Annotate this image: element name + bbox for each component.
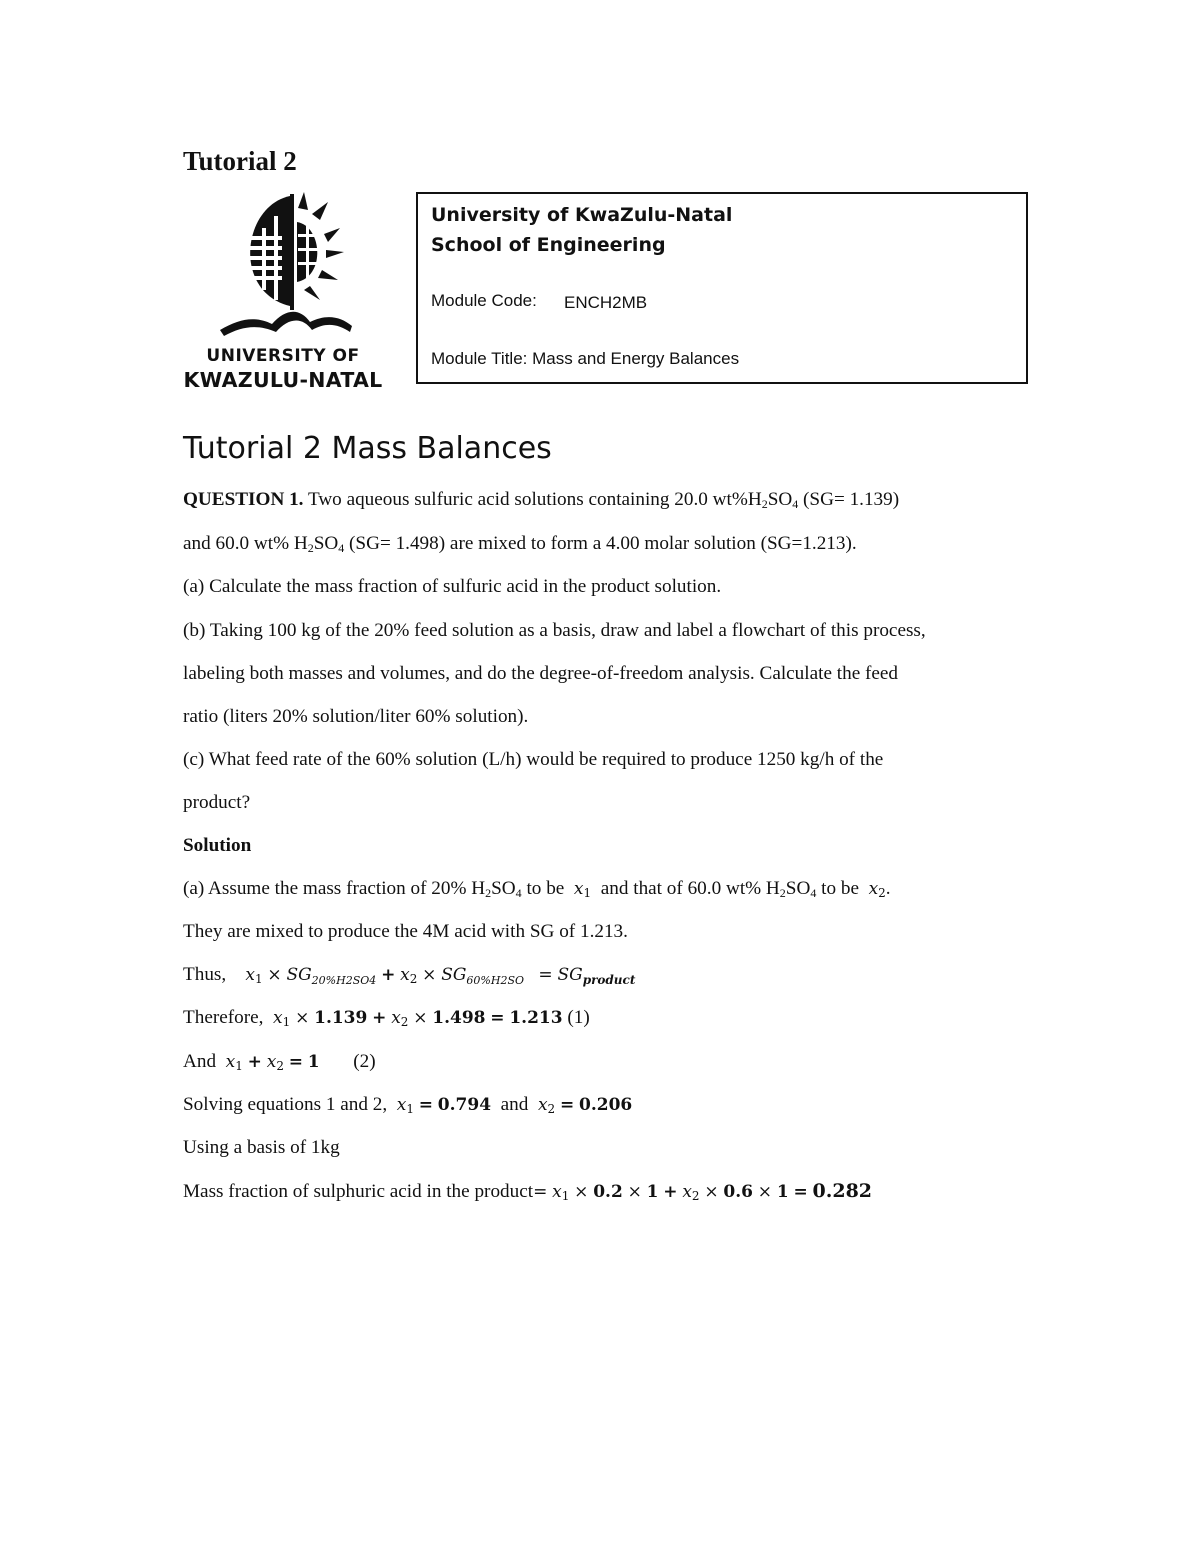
subscript: 4 xyxy=(792,497,799,511)
question-part-b-1: (b) Taking 100 kg of the 20% feed solution as a basis, draw and label a flowchart of this process, xyxy=(183,620,926,641)
subscript: 2 xyxy=(779,886,786,900)
math-op: × xyxy=(422,965,437,985)
solution-heading: Solution xyxy=(183,835,252,856)
module-title-value: Mass and Energy Balances xyxy=(532,349,740,368)
math-var: x xyxy=(245,965,255,985)
solution-text: Solving equations 1 and 2, xyxy=(183,1094,388,1115)
subscript: 1 xyxy=(235,1059,243,1073)
math-op: = xyxy=(538,965,553,985)
question-part-a: (a) Calculate the mass fraction of sulfuric acid in the product solution. xyxy=(183,576,722,597)
chem-text: SO xyxy=(785,878,811,899)
math-var: SG xyxy=(441,965,467,985)
math-op: + xyxy=(372,1008,387,1028)
question-text: (SG= 1.498) are mixed to form a 4.00 molar solution (SG=1.213). xyxy=(349,533,857,554)
subscript: 4 xyxy=(810,886,817,900)
math-var: x xyxy=(266,1052,277,1072)
math-var: x xyxy=(552,1182,562,1202)
solution-text: Thus, xyxy=(183,964,227,985)
subscript: product xyxy=(582,973,636,987)
math-num: 0.2 xyxy=(593,1182,623,1202)
math-var: SG xyxy=(557,965,583,985)
solution-text: to be xyxy=(821,878,859,899)
subscript: 4 xyxy=(338,541,345,555)
math-op: × xyxy=(295,1008,310,1028)
question-text: (SG= 1.139) xyxy=(803,489,900,510)
solution-text: and xyxy=(500,1094,529,1115)
math-var: x xyxy=(537,1095,548,1115)
math-var: x xyxy=(273,1008,283,1028)
solution-line-a1 xyxy=(183,877,891,901)
math-num: 0.794 xyxy=(437,1095,492,1115)
subscript: 2 xyxy=(691,1189,700,1203)
math-var: x xyxy=(391,1008,401,1028)
math-num: 1.139 xyxy=(314,1008,368,1028)
module-title xyxy=(431,349,739,369)
basis-line: Using a basis of 1kg xyxy=(183,1137,340,1158)
subscript: 1 xyxy=(561,1189,570,1203)
subscript: 1 xyxy=(254,972,263,986)
math-op: = xyxy=(533,1182,548,1202)
question-part-b-2: labeling both masses and volumes, and do the degree-of-freedom analysis. Calculate the feed xyxy=(183,663,899,684)
math-op: × xyxy=(757,1182,773,1202)
math-op: + xyxy=(381,965,396,985)
question-text: and 60.0 wt% H xyxy=(183,533,308,554)
school-name: School of Engineering xyxy=(431,234,666,256)
result-value: 0.282 xyxy=(812,1180,873,1202)
logo-text-line1: UNIVERSITY OF xyxy=(206,346,360,366)
solution-text: to be xyxy=(526,878,565,899)
equation-tag: (1) xyxy=(567,1007,590,1028)
math-num: 0.206 xyxy=(579,1095,633,1115)
university-name: University of KwaZulu-Natal xyxy=(431,204,733,226)
module-info-box xyxy=(416,192,1028,384)
solution-line-a2: They are mixed to produce the 4M acid with SG of 1.213. xyxy=(183,921,628,942)
math-var: x xyxy=(396,1095,407,1115)
solution-text: and that of 60.0 wt% H xyxy=(600,878,780,899)
subscript: 2 xyxy=(485,886,492,900)
equation-1 xyxy=(183,1006,590,1030)
subscript: 2 xyxy=(761,497,768,511)
solution-text: (a) Assume the mass fraction of 20% H xyxy=(183,878,486,899)
math-num: 1.498 xyxy=(432,1008,486,1028)
subscript: 1 xyxy=(583,886,592,900)
math-op: + xyxy=(663,1182,678,1202)
question-line-2 xyxy=(183,532,857,556)
math-op: = xyxy=(418,1095,433,1115)
math-op: × xyxy=(704,1182,719,1202)
subscript: 4 xyxy=(515,886,522,900)
solution-text: And xyxy=(183,1051,217,1072)
math-var: x xyxy=(868,879,879,899)
chem-text: SO xyxy=(767,489,793,510)
chem-text: SO xyxy=(313,533,339,554)
math-var: x xyxy=(400,965,410,985)
subscript: 2 xyxy=(409,972,418,986)
page-title: Tutorial 2 Mass Balances xyxy=(183,431,552,466)
math-op: + xyxy=(247,1052,262,1072)
math-num: 1 xyxy=(307,1052,320,1072)
solution-text: Therefore, xyxy=(183,1007,264,1028)
tutorial-heading: Tutorial 2 xyxy=(183,146,297,176)
equation-thus xyxy=(183,963,635,987)
question-part-c-2: product? xyxy=(183,792,251,813)
math-num: 1 xyxy=(646,1182,659,1202)
math-var: x xyxy=(225,1052,236,1072)
question-line-1 xyxy=(183,488,899,512)
math-op: × xyxy=(413,1008,428,1028)
question-label: QUESTION 1. xyxy=(183,489,304,510)
solving-line xyxy=(183,1093,632,1117)
subscript: 2 xyxy=(276,1059,284,1073)
subscript: 2 xyxy=(307,541,314,555)
math-op: = xyxy=(793,1182,808,1202)
subscript: 2 xyxy=(878,886,886,900)
math-num: 1.213 xyxy=(509,1008,563,1028)
mass-fraction-line xyxy=(183,1179,872,1204)
subscript: 20%H2SO4 xyxy=(311,974,377,987)
math-op: = xyxy=(288,1052,303,1072)
subscript: 60%H2SO xyxy=(466,974,525,987)
university-logo xyxy=(180,188,390,396)
module-code-label: Module Code: xyxy=(431,291,537,310)
question-text: Two aqueous sulfuric acid solutions containing 20.0 wt%H xyxy=(307,489,762,510)
solution-text: . xyxy=(885,878,891,899)
question-part-c-1: (c) What feed rate of the 60% solution (L/h) would be required to produce 1250 kg/h of the xyxy=(183,749,884,770)
math-num: 1 xyxy=(776,1182,789,1202)
math-op: = xyxy=(490,1008,505,1028)
math-op: × xyxy=(267,965,282,985)
question-part-b-3: ratio (liters 20% solution/liter 60% solution). xyxy=(183,706,529,727)
math-op: × xyxy=(574,1182,589,1202)
shield-emblem-icon xyxy=(180,188,390,346)
math-var: SG xyxy=(286,965,312,985)
math-var: x xyxy=(682,1182,692,1202)
module-title-label: Module Title: xyxy=(431,349,528,368)
math-num: 0.6 xyxy=(723,1182,753,1202)
logo-text-line2: KWAZULU-NATAL xyxy=(183,368,383,392)
equation-2 xyxy=(183,1050,376,1074)
equation-tag: (2) xyxy=(353,1051,376,1072)
module-code-value: ENCH2MB xyxy=(564,293,648,312)
subscript: 2 xyxy=(400,1015,409,1029)
math-op: × xyxy=(627,1182,642,1202)
math-var: x xyxy=(573,879,584,899)
subscript: 2 xyxy=(547,1102,556,1116)
chem-text: SO xyxy=(491,878,516,899)
math-op: = xyxy=(559,1095,575,1115)
subscript: 1 xyxy=(282,1015,291,1029)
solution-text: Mass fraction of sulphuric acid in the product xyxy=(183,1181,534,1202)
subscript: 1 xyxy=(406,1102,414,1116)
